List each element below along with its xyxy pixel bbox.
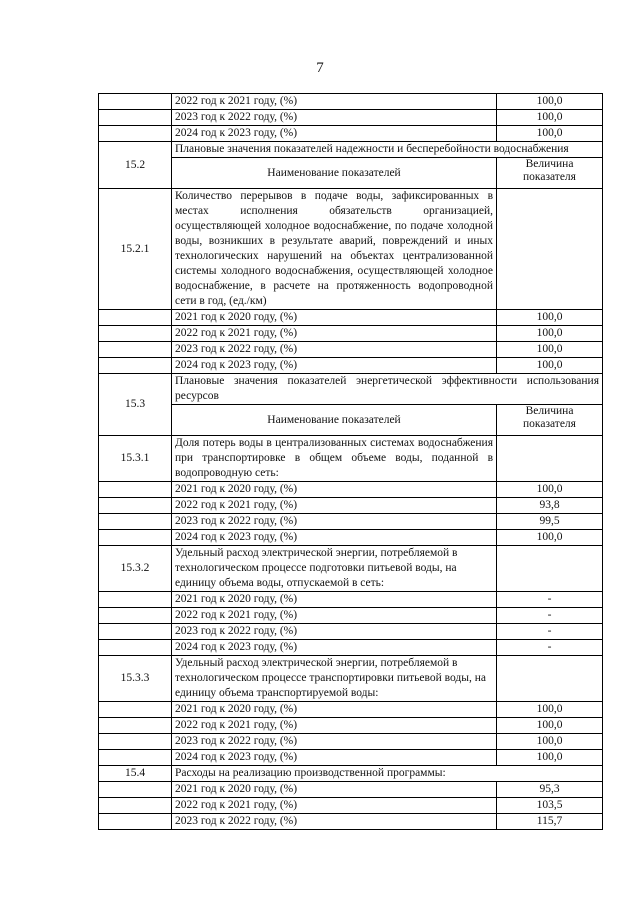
row-value: 100,0 [497,530,603,546]
row-value: 100,0 [497,342,603,358]
section-number: 15.3 [99,374,172,436]
row-value: - [497,608,603,624]
row-label: 2021 год к 2020 году, (%) [172,592,497,608]
table-row [99,750,603,766]
indicators-table [98,93,603,830]
row-label: 2021 год к 2020 году, (%) [172,310,497,326]
table-row [99,482,603,498]
table-row [99,342,603,358]
indicator-value [497,189,603,310]
number-cell [99,608,172,624]
indicator-row [99,656,603,702]
number-cell [99,498,172,514]
row-value: 100,0 [497,110,603,126]
section-number: 15.2 [99,142,172,189]
number-cell [99,782,172,798]
indicator-row [99,436,603,482]
section-number: 15.4 [99,766,172,782]
row-value: 93,8 [497,498,603,514]
table-row [99,718,603,734]
table-row [99,498,603,514]
table-row [99,326,603,342]
table-row [99,640,603,656]
row-label: 2021 год к 2020 году, (%) [172,482,497,498]
header-name: Наименование показателей [172,158,497,189]
number-cell [99,310,172,326]
row-label: 2024 год к 2023 году, (%) [172,358,497,374]
table-row [99,702,603,718]
indicator-number: 15.2.1 [99,189,172,310]
row-label: 2023 год к 2022 году, (%) [172,514,497,530]
number-cell [99,530,172,546]
section-title: Расходы на реализацию производственной программы: [172,766,603,782]
row-value: 100,0 [497,358,603,374]
section-row [99,374,603,405]
indicator-value [497,656,603,702]
number-cell [99,110,172,126]
table-row [99,798,603,814]
row-value: 100,0 [497,126,603,142]
row-value: 99,5 [497,514,603,530]
row-label: 2023 год к 2022 году, (%) [172,734,497,750]
row-value: 100,0 [497,750,603,766]
row-label: 2022 год к 2021 году, (%) [172,498,497,514]
row-value: 95,3 [497,782,603,798]
row-label: 2024 год к 2023 году, (%) [172,750,497,766]
header-value: Величина показателя [497,405,603,436]
number-cell [99,814,172,830]
table-row [99,126,603,142]
row-value: - [497,624,603,640]
row-value: 103,5 [497,798,603,814]
section-title: Плановые значения показателей надежности и бесперебойности водоснабжения [172,142,603,158]
row-label: 2024 год к 2023 году, (%) [172,640,497,656]
number-cell [99,718,172,734]
table-row [99,94,603,110]
indicator-number: 15.3.1 [99,436,172,482]
row-label: 2024 год к 2023 году, (%) [172,126,497,142]
indicator-value [497,546,603,592]
table-row [99,358,603,374]
row-value: 100,0 [497,94,603,110]
number-cell [99,702,172,718]
table-row [99,110,603,126]
row-value: 115,7 [497,814,603,830]
row-label: 2023 год к 2022 году, (%) [172,814,497,830]
table-row [99,734,603,750]
section-row [99,142,603,158]
row-value: 100,0 [497,310,603,326]
table-row [99,530,603,546]
indicator-number: 15.3.2 [99,546,172,592]
number-cell [99,94,172,110]
number-cell [99,734,172,750]
row-label: 2023 год к 2022 году, (%) [172,342,497,358]
row-value: 100,0 [497,734,603,750]
table-row [99,814,603,830]
number-cell [99,592,172,608]
header-row [99,158,603,189]
row-value: 100,0 [497,326,603,342]
row-label: 2022 год к 2021 году, (%) [172,94,497,110]
table-row [99,782,603,798]
indicator-description: Удельный расход электрической энергии, потребляемой в технологическом процессе транспортировки питьевой воды, на единицу объема транспортируемой воды: [172,656,497,702]
row-label: 2024 год к 2023 году, (%) [172,530,497,546]
header-name: Наименование показателей [172,405,497,436]
table-row [99,608,603,624]
row-label: 2021 год к 2020 году, (%) [172,702,497,718]
indicator-row [99,189,603,310]
row-value: - [497,592,603,608]
number-cell [99,750,172,766]
number-cell [99,482,172,498]
indicator-number: 15.3.3 [99,656,172,702]
row-label: 2021 год к 2020 году, (%) [172,782,497,798]
number-cell [99,798,172,814]
row-label: 2023 год к 2022 году, (%) [172,624,497,640]
number-cell [99,342,172,358]
table-row [99,514,603,530]
row-value: 100,0 [497,482,603,498]
number-cell [99,514,172,530]
number-cell [99,358,172,374]
table-row [99,624,603,640]
row-value: 100,0 [497,702,603,718]
number-cell [99,640,172,656]
section-title: Плановые значения показателей энергетической эффективности использования ресурсов [172,374,603,405]
header-row [99,405,603,436]
indicator-description: Доля потерь воды в централизованных системах водоснабжения при транспортировке в общем объеме воды, поданной в водопроводную сеть: [172,436,497,482]
row-label: 2023 год к 2022 году, (%) [172,110,497,126]
row-label: 2022 год к 2021 году, (%) [172,608,497,624]
row-label: 2022 год к 2021 году, (%) [172,798,497,814]
indicator-description: Количество перерывов в подаче воды, зафиксированных в местах исполнения обязательств организацией, осуществляющей холодное водоснабжение, по подаче холодной воды, возникших в результате аварий, повреждений и иных технологических нарушений на объектах централизованной системы холодного водоснабжения, осуществляющей холодное водоснабжение, в расчете на протяженность водопроводной сети в год, (ед./км) [172,189,497,310]
row-value: - [497,640,603,656]
number-cell [99,126,172,142]
indicator-value [497,436,603,482]
page-number: 7 [316,60,324,76]
row-label: 2022 год к 2021 году, (%) [172,718,497,734]
section-row [99,766,603,782]
header-value: Величина показателя [497,158,603,189]
table-row [99,592,603,608]
number-cell [99,624,172,640]
table-row [99,310,603,326]
number-cell [99,326,172,342]
row-value: 100,0 [497,718,603,734]
indicator-row [99,546,603,592]
indicator-description: Удельный расход электрической энергии, потребляемой в технологическом процессе подготовки питьевой воды, на единицу объема воды, отпускаемой в сеть: [172,546,497,592]
row-label: 2022 год к 2021 году, (%) [172,326,497,342]
